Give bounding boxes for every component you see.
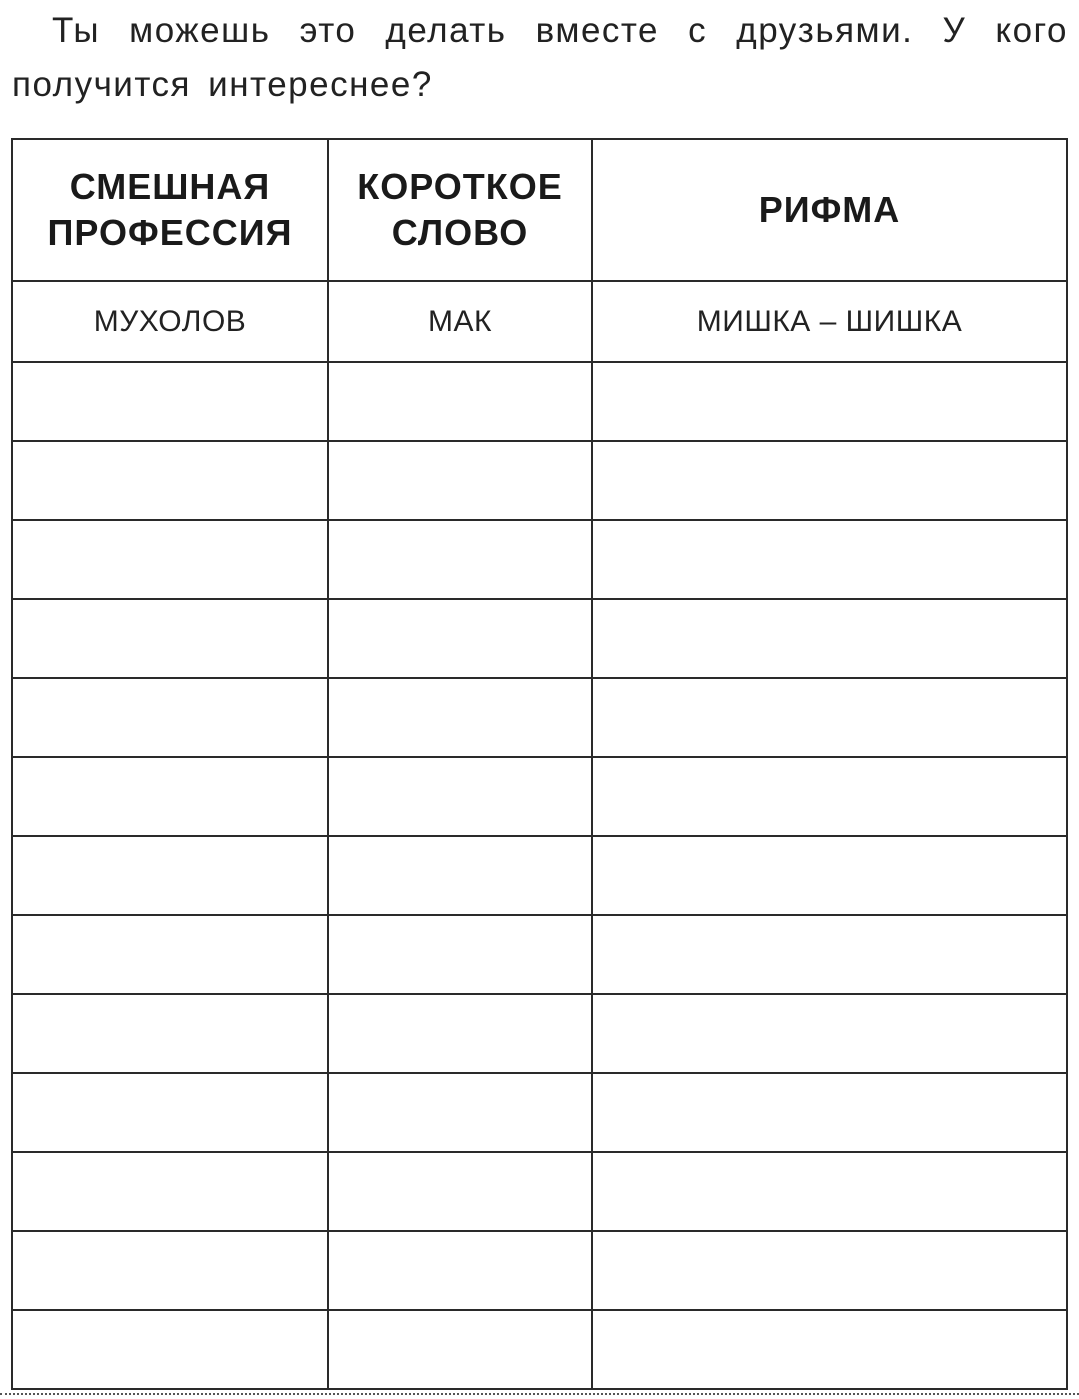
answer-short-word-cell[interactable] — [328, 757, 592, 836]
answer-row — [12, 1310, 1067, 1389]
answer-row — [12, 915, 1067, 994]
answer-profession-cell[interactable] — [12, 915, 328, 994]
answer-short-word-cell[interactable] — [328, 836, 592, 915]
answer-short-word-cell[interactable] — [328, 1152, 592, 1231]
answer-rhyme-cell[interactable] — [592, 1310, 1067, 1389]
answer-short-word-cell[interactable] — [328, 1310, 592, 1389]
example-row — [12, 281, 1067, 362]
example-rhyme-cell: МИШКА – ШИШКА — [592, 281, 1067, 362]
answer-short-word-cell[interactable] — [328, 1073, 592, 1152]
answer-short-word-cell[interactable] — [328, 441, 592, 520]
answer-rhyme-cell[interactable] — [592, 757, 1067, 836]
answer-row — [12, 994, 1067, 1073]
answer-row — [12, 678, 1067, 757]
answer-profession-cell[interactable] — [12, 1310, 328, 1389]
answer-profession-cell[interactable] — [12, 836, 328, 915]
answer-profession-cell[interactable] — [12, 994, 328, 1073]
answer-row — [12, 836, 1067, 915]
answer-row — [12, 362, 1067, 441]
answer-profession-cell[interactable] — [12, 520, 328, 599]
header-short-word: КОРОТКОЕ СЛОВО — [328, 139, 592, 281]
example-profession-cell: МУХОЛОВ — [12, 281, 328, 362]
answer-row — [12, 1073, 1067, 1152]
answer-rhyme-cell[interactable] — [592, 915, 1067, 994]
answer-short-word-cell[interactable] — [328, 362, 592, 441]
answer-rhyme-cell[interactable] — [592, 1231, 1067, 1310]
answer-profession-cell[interactable] — [12, 362, 328, 441]
header-rhyme: РИФМА — [592, 139, 1067, 281]
answer-short-word-cell[interactable] — [328, 1231, 592, 1310]
answer-profession-cell[interactable] — [12, 757, 328, 836]
answer-short-word-cell[interactable] — [328, 994, 592, 1073]
word-game-table — [11, 138, 1068, 1390]
answer-row — [12, 757, 1067, 836]
answer-profession-cell[interactable] — [12, 678, 328, 757]
instructions-text: Ты можешь это делать вместе с друзьями. У кого получится интереснее? — [12, 11, 1068, 104]
example-short-word-cell: МАК — [328, 281, 592, 362]
answer-profession-cell[interactable] — [12, 599, 328, 678]
answer-row — [12, 1231, 1067, 1310]
answer-short-word-cell[interactable] — [328, 599, 592, 678]
answer-rhyme-cell[interactable] — [592, 1152, 1067, 1231]
answer-profession-cell[interactable] — [12, 1152, 328, 1231]
answer-profession-cell[interactable] — [12, 441, 328, 520]
answer-row — [12, 520, 1067, 599]
answer-row — [12, 599, 1067, 678]
header-funny-profession: СМЕШНАЯ ПРОФЕССИЯ — [12, 139, 328, 281]
answer-rhyme-cell[interactable] — [592, 362, 1067, 441]
answer-short-word-cell[interactable] — [328, 678, 592, 757]
answer-rhyme-cell[interactable] — [592, 994, 1067, 1073]
answer-row — [12, 441, 1067, 520]
table-header-row — [12, 139, 1067, 281]
answer-short-word-cell[interactable] — [328, 520, 592, 599]
cut-line — [0, 1393, 1079, 1395]
answer-profession-cell[interactable] — [12, 1231, 328, 1310]
answer-rhyme-cell[interactable] — [592, 520, 1067, 599]
answer-short-word-cell[interactable] — [328, 915, 592, 994]
answer-row — [12, 1152, 1067, 1231]
answer-rhyme-cell[interactable] — [592, 599, 1067, 678]
answer-rhyme-cell[interactable] — [592, 836, 1067, 915]
answer-rhyme-cell[interactable] — [592, 441, 1067, 520]
answer-rhyme-cell[interactable] — [592, 678, 1067, 757]
answer-rhyme-cell[interactable] — [592, 1073, 1067, 1152]
answer-profession-cell[interactable] — [12, 1073, 328, 1152]
